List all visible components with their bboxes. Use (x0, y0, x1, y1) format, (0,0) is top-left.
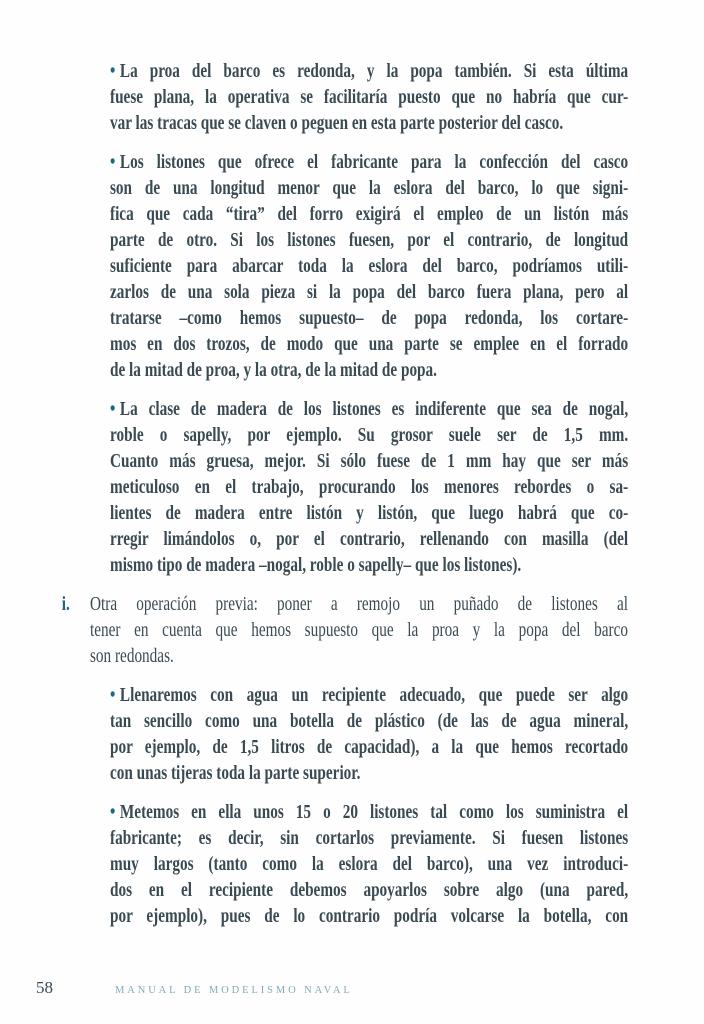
text-line: mismo tipo de madera –nogal, roble o sapelly– que los listones). (110, 554, 522, 576)
text-line: fica que cada “tira” del forro exigirá el empleo de un listón más (110, 203, 629, 225)
page-number: 58 (36, 978, 53, 997)
list-marker: i. (61, 593, 70, 615)
text-line: roble o sapelly, por ejemplo. Su grosor suele ser de 1,5 mm. (110, 424, 629, 446)
text-line: dos en el recipiente debemos apoyarlos sobre algo (una pared, (110, 879, 629, 901)
text-line: son de una longitud menor que la eslora del barco, lo que signi- (110, 177, 629, 199)
bullet-paragraph (110, 799, 698, 929)
bold-text: menor (277, 177, 320, 199)
text-line: parte de otro. Si los listones fuesen, por el contrario, de longitud (110, 229, 629, 251)
text-line: suficiente para abarcar toda la eslora del barco, podríamos utili- (110, 255, 629, 277)
text-line: • Metemos en ella unos 15 o 20 listones tal como los suministra el (110, 801, 629, 823)
bullet-paragraph (110, 58, 698, 136)
running-title: MANUAL DE MODELISMO NAVAL (115, 985, 353, 996)
paragraph-lines (110, 682, 628, 786)
text-line: tan sencillo como una botella de plástico (de las de agua mineral, (110, 710, 629, 732)
bullet-icon: • (110, 398, 116, 420)
page-footer (0, 974, 704, 1004)
text-line: Cuanto más gruesa, mejor. Si sólo fuese de 1 mm hay que ser más (110, 450, 629, 472)
text-line: rregir limándolos o, por el contrario, rellenando con masilla (del (110, 528, 629, 550)
text-line: tener en cuenta que hemos supuesto que la proa y la popa del barco (90, 619, 628, 641)
bullet-icon: • (110, 684, 116, 706)
paragraph-lines (61, 591, 628, 669)
text-line: • La proa del barco es redonda, y la popa también. Si esta última (110, 60, 629, 82)
paragraph-lines (110, 58, 628, 136)
text-line: • Los listones que ofrece el fabricante para la confección del casco (110, 151, 629, 173)
text-line: zarlos de una sola pieza si la popa del barco fuera plana, pero al (110, 281, 629, 303)
text-line: por ejemplo, de 1,5 litros de capacidad), a la que hemos recortado (110, 736, 629, 758)
text-line: i. Otra operación previa: poner a remojo un puñado de listones al (61, 593, 628, 615)
paragraph-lines (110, 799, 628, 929)
bullet-paragraph (110, 149, 698, 383)
text-line: con unas tijeras toda la parte superior. (110, 762, 361, 784)
bullet-paragraph (110, 396, 698, 578)
text-column (0, 58, 704, 942)
text-line: por ejemplo), pues de lo contrario podría volcarse la botella, con (110, 905, 629, 927)
bullet-icon: • (110, 60, 116, 82)
text-line: fuese plana, la operativa se facilitaría puesto que no habría que cur- (110, 86, 629, 108)
text-line: de la mitad de proa, y la otra, de la mitad de popa. (110, 359, 437, 381)
paragraph-lines (110, 149, 628, 383)
text-line: mos en dos trozos, de modo que una parte se emplee en el forrado (110, 333, 629, 355)
text-line: var las tracas que se claven o peguen en esta parte posterior del casco. (110, 112, 564, 134)
bullet-icon: • (110, 801, 116, 823)
numbered-paragraph (61, 591, 704, 669)
text-line: • Llenaremos con agua un recipiente adecuado, que puede ser algo (110, 684, 629, 706)
text-line: tratarse –como hemos supuesto– de popa redonda, los cortare- (110, 307, 629, 329)
text-line: meticuloso en el trabajo, procurando los menores rebordes o sa- (110, 476, 629, 498)
text-line: son redondas. (90, 645, 174, 667)
text-line: lientes de madera entre listón y listón, que luego habrá que co- (110, 502, 629, 524)
paragraph-lines (110, 396, 628, 578)
text-line: fabricante; es decir, sin cortarlos previamente. Si fuesen listones (110, 827, 629, 849)
bullet-paragraph (110, 682, 698, 786)
text-line: muy largos (tanto como la eslora del barco), una vez introduci- (110, 853, 629, 875)
bullet-icon: • (110, 151, 116, 173)
text-line: • La clase de madera de los listones es indiferente que sea de nogal, (110, 398, 629, 420)
